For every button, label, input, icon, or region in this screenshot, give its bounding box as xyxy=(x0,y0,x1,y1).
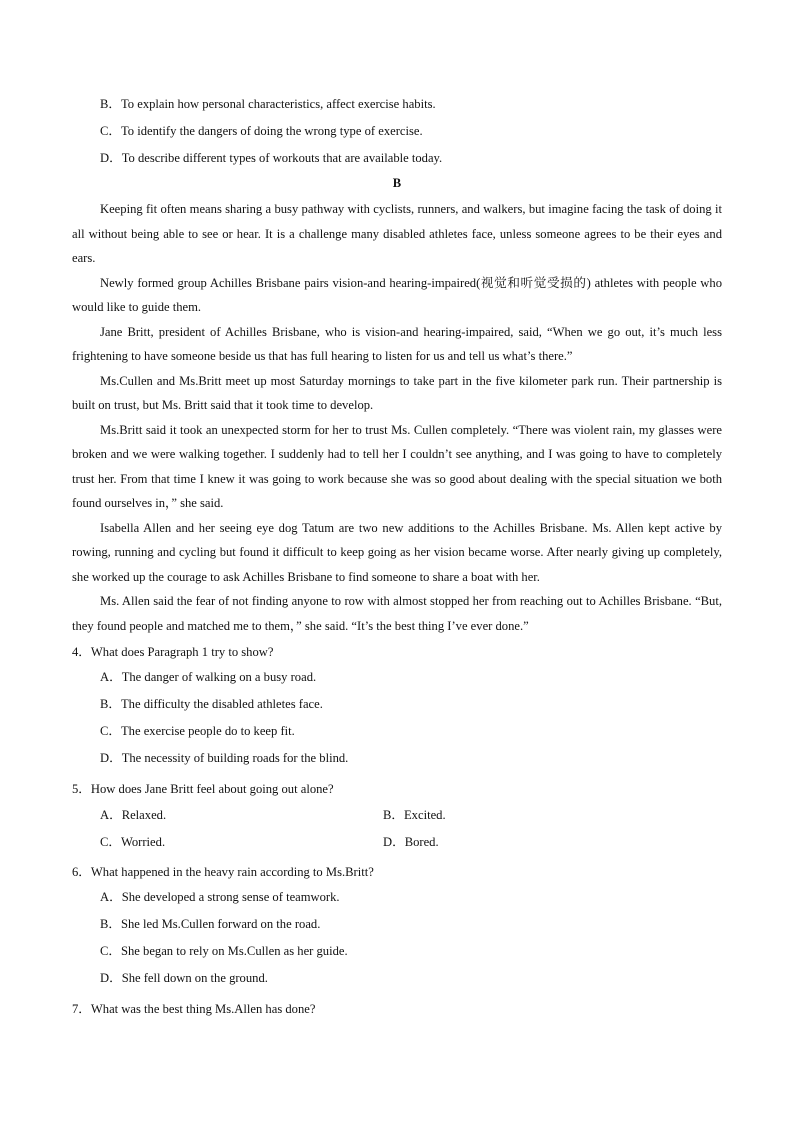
question-stem: 5．How does Jane Britt feel about going out alone? xyxy=(72,782,334,796)
passage-paragraph-4: Ms.Cullen and Ms.Britt meet up most Saturday mornings to take part in the five kilometer park run. Their partnership is built on trust, but Ms. Britt said that it took time to develop. xyxy=(72,373,722,412)
passage-paragraph-1: Keeping fit often means sharing a busy pathway with cyclists, runners, and walkers, but imagine facing the task of doing it all without being able to see or hear. It is a challenge many disabled athletes face, unless someone agrees to be their eyes and ears. xyxy=(72,202,722,265)
option-c: C．The exercise people do to keep fit. xyxy=(100,724,295,738)
option-a: A．She developed a strong sense of teamwork. xyxy=(100,890,340,904)
passage-paragraph-5: Ms.Britt said it took an unexpected storm for her to trust Ms. Cullen completely. “There was violent rain, my glasses were broken and we were walking together. I suddenly had to tell her I couldn’t see anything, and I was going to have to completely trust her. From that time I knew it was going to work because she was so good about dealing with the special situation we both found ourselves in，” she said. xyxy=(72,422,722,510)
document-content xyxy=(72,94,722,1024)
question-6 xyxy=(72,860,722,995)
passage-paragraph-3: Jane Britt, president of Achilles Brisbane, who is vision-and hearing-impaired, said, “When we go out, it’s much less frightening to have someone beside us that has full hearing to listen for us and tell us what’s there.” xyxy=(72,324,722,363)
option-row xyxy=(72,804,722,831)
option-row xyxy=(72,831,722,858)
option-d: D．Bored. xyxy=(383,835,439,849)
option-d: D．She fell down on the ground. xyxy=(100,971,268,985)
prev-option-c: C．To identify the dangers of doing the wrong type of exercise. xyxy=(100,124,423,138)
question-7 xyxy=(72,997,722,1024)
prev-option-b: B．To explain how personal characteristics, affect exercise habits. xyxy=(100,97,436,111)
passage xyxy=(72,197,722,638)
passage-paragraph-7: Ms. Allen said the fear of not finding anyone to row with almost stopped her from reaching out to Achilles Brisbane. “But, they found people and matched me to them，” she said. “It’s the best thing I’ve ever done.” xyxy=(72,594,722,633)
question-5 xyxy=(72,777,722,858)
option-b: B．Excited. xyxy=(383,808,446,822)
option-c: C．She began to rely on Ms.Cullen as her guide. xyxy=(100,944,348,958)
question-4 xyxy=(72,640,722,775)
question-stem: 6．What happened in the heavy rain according to Ms.Britt? xyxy=(72,865,374,879)
option-d: D．The necessity of building roads for the blind. xyxy=(100,751,349,765)
option-b: B．The difficulty the disabled athletes face. xyxy=(100,697,323,711)
passage-paragraph-2: Newly formed group Achilles Brisbane pairs vision-and hearing-impaired(视觉和听觉受损的) athletes with people who would like to guide them. xyxy=(72,275,722,314)
prev-option-d: D．To describe different types of workouts that are available today. xyxy=(100,151,443,165)
option-b: B．She led Ms.Cullen forward on the road. xyxy=(100,917,321,931)
option-a: A．The danger of walking on a busy road. xyxy=(100,670,317,684)
passage-paragraph-6: Isabella Allen and her seeing eye dog Tatum are two new additions to the Achilles Brisbane. Ms. Allen kept active by rowing, running and cycling but found it difficult to keep going as her vision became worse. After nearly giving up completely, she worked up the courage to ask Achilles Brisbane to find someone to share a boat with her. xyxy=(72,520,722,584)
question-stem: 4．What does Paragraph 1 try to show? xyxy=(72,645,274,659)
section-title: B xyxy=(392,176,402,190)
option-c: C．Worried. xyxy=(100,835,166,849)
option-a: A．Relaxed. xyxy=(100,808,167,822)
question-stem: 7．What was the best thing Ms.Allen has done? xyxy=(72,1002,316,1016)
